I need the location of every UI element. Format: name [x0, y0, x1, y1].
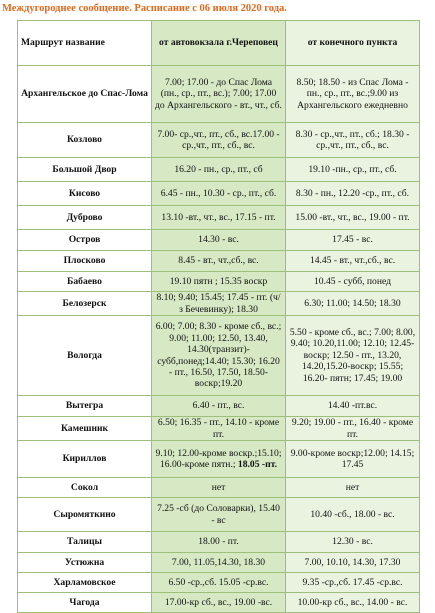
departure-from-station-cell: [152, 182, 286, 206]
departure-from-station-cell: [152, 292, 286, 316]
departure-from-terminal-cell: 12.30 - вс.: [286, 532, 420, 553]
departure-from-station-text: 14.30 - вс.: [198, 234, 239, 246]
route-name-cell: Вологда: [18, 316, 152, 396]
departure-from-station-text: 18.00 - пт.: [198, 536, 239, 548]
table-row: [18, 553, 420, 573]
departure-from-station-cell: [152, 573, 286, 593]
departure-from-terminal-cell: 14.45 - вт., чт.,сб., вс.: [286, 251, 420, 272]
table-row: [18, 316, 420, 396]
departure-from-terminal-cell: 5.50 - кроме сб., вс.; 7.00; 8.00, 9.40; 10.20,11.00; 12.10; 12.45- воскр; 12.50 - пт., 13.20, 14.20,15.20-воскр; 15.55; 16.20- пятн; 17.45; 19.00: [286, 316, 420, 396]
departure-from-station-cell: [152, 66, 286, 123]
departure-from-station-text: нет: [211, 481, 226, 493]
route-name-cell: Кириллов: [18, 441, 152, 478]
route-name-cell: Остров: [18, 230, 152, 251]
departure-from-station-cell: [152, 158, 286, 182]
route-name-cell: Бабаево: [18, 272, 152, 292]
departure-from-station-text: 8.45 - вт., чт.,сб., вс.: [178, 255, 259, 267]
departure-from-terminal-cell: 10.45 - субб, понед: [286, 272, 420, 292]
route-name-cell: Харламовское: [18, 573, 152, 593]
route-name-cell: Большой Двор: [18, 158, 152, 182]
departure-from-station-text: 7.25 -сб (до Соловарки), 15.40 - вс: [157, 503, 280, 526]
departure-from-station-cell: [152, 272, 286, 292]
table-row: [18, 441, 420, 478]
header-from-station: от автовокзала г.Череповец: [152, 21, 286, 66]
table-row: [18, 396, 420, 417]
departure-from-station-cell: [152, 553, 286, 573]
table-row: [18, 498, 420, 532]
table-row: [18, 206, 420, 230]
table-row: [18, 182, 420, 206]
table-row: [18, 66, 420, 123]
departure-from-terminal-cell: 10.00-кр сб., вс., 14.00 - вс.: [286, 593, 420, 613]
route-name-cell: Сокол: [18, 478, 152, 498]
departure-from-station-text: 6.45 - пн., 10.30 - ср., пт., сб.: [160, 187, 277, 199]
departure-from-station-text: 6.00; 7.00; 8.30 - кроме сб., вс.; 9.00; 11.00; 12.50, 13.40, 14.30(транзит)-субб,понед;14.40; 15.30; 16.20 - пт., 16.50, 17.50, 18.50- воскр;19.20: [155, 321, 282, 390]
route-name-cell: Кисово: [18, 182, 152, 206]
departure-from-terminal-cell: 19.10 -пн., ср., пт., сб.: [286, 158, 420, 182]
departure-from-terminal-cell: 9.00-кроме воскр;12.00; 14.15; 17.45: [286, 441, 420, 478]
departure-from-station-text: 13.10 -вт., чт., вс., 17.15 - пт.: [161, 211, 276, 223]
route-name-cell: Дуброво: [18, 206, 152, 230]
departure-from-station-cell: [152, 478, 286, 498]
departure-from-station-text: 7.00; 17.00 - до Спас Лома (пн., ср., пт., вс.); 7.00; 17.00 до Архангельского - вт., чт., сб.: [155, 76, 282, 111]
table-row: [18, 272, 420, 292]
departure-from-station-text: 7.00, 11.05,14.30, 18.30: [171, 556, 266, 568]
departure-from-terminal-cell: 6.30; 11.00; 14.50; 18.30: [286, 292, 420, 316]
departure-from-station-cell: [152, 532, 286, 553]
departure-from-station-text: 6.50 -ср.,сб. 15.05 -ср.вс.: [168, 576, 269, 588]
departure-from-station-cell: [152, 251, 286, 272]
header-from-terminal: от конечного пункта: [286, 21, 420, 66]
departure-from-station-text: 9.10; 12.00-кроме воскр.;15.10; 16.00-кроме пятн.;: [155, 447, 282, 470]
route-name-cell: Архангельское до Спас-Лома: [18, 66, 152, 123]
departure-from-station-text: 6.40 - пт., вс.: [192, 400, 245, 412]
departure-from-station-text: 8.10; 9.40; 15.45; 17.45 - пт. (ч/з Бечевинку); 18.30: [156, 292, 281, 315]
route-name-cell: Сыромяткино: [18, 498, 152, 532]
departure-from-terminal-cell: 9.35 -ср.,сб. 17.45 -ср.вс.: [286, 573, 420, 593]
table-row: [18, 123, 420, 158]
departure-from-terminal-cell: 17.45 - вс.: [286, 230, 420, 251]
departure-from-station-cell: [152, 123, 286, 158]
departure-from-station-cell: [152, 396, 286, 417]
table-row: [18, 532, 420, 553]
page-title: Междугороднее сообщение. Расписание с 06 июля 2020 года.: [2, 3, 287, 14]
route-name-cell: Плосково: [18, 251, 152, 272]
route-name-cell: Камешник: [18, 417, 152, 441]
departure-from-station-cell: [152, 441, 286, 478]
table-row: [18, 158, 420, 182]
departure-from-station-text: 19.10 пятн ; 15.35 воскр: [169, 275, 268, 287]
table-row: [18, 573, 420, 593]
departure-from-terminal-cell: 7.00, 10.10, 14.30, 17.30: [286, 553, 420, 573]
departure-from-terminal-cell: 15.00 -вт., чт., вс., 19.00 - пт.: [286, 206, 420, 230]
departure-from-station-cell: [152, 498, 286, 532]
departure-from-station-cell: [152, 206, 286, 230]
table-row: [18, 251, 420, 272]
departure-from-station-cell: [152, 593, 286, 613]
departure-from-station-text: 17.00-кр сб., вс., 19.00 -вс.: [164, 596, 273, 608]
departure-from-station-text: 16.20 - пн., ср., пт., сб: [174, 163, 263, 175]
table-row: [18, 417, 420, 441]
route-name-cell: Чагода: [18, 593, 152, 613]
departure-from-station-cell: [152, 417, 286, 441]
table-row: [18, 593, 420, 613]
table-header-row: [18, 21, 420, 66]
departure-from-terminal-cell: нет: [286, 478, 420, 498]
header-route-name: Маршрут название: [18, 21, 152, 66]
departure-from-station-cell: [152, 316, 286, 396]
route-name-cell: Талицы: [18, 532, 152, 553]
departure-from-terminal-cell: 10.40 -сб., 18.00 - вс.: [286, 498, 420, 532]
departure-from-station-text: 6.50; 16.35 - пт., 14.10 - кроме пт.: [157, 417, 280, 440]
departure-from-station-cell: [152, 230, 286, 251]
route-name-cell: Устюжна: [18, 553, 152, 573]
table-row: [18, 478, 420, 498]
table-row: [18, 230, 420, 251]
departure-from-terminal-cell: 8.50; 18.50 - из Спас Лома - пн., ср., пт., вс.;9.00 из Архангельского ежедневно: [286, 66, 420, 123]
departure-from-terminal-cell: 8.30 - пн., 12.20 -ср., пт., сб.: [286, 182, 420, 206]
route-name-cell: Белозерск: [18, 292, 152, 316]
departure-from-station-text: 7.00- ср.,чт., пт., сб., вс.17.00 - ср.,чт., пт., сб., вс.: [157, 128, 280, 151]
highlighted-departure-time: 18.05 -пт.: [237, 459, 278, 470]
route-name-cell: Козлово: [18, 123, 152, 158]
schedule-table: [17, 20, 420, 613]
departure-from-terminal-cell: 8.30 - ср.,чт., пт., сб.; 18.30 - ср.,чт., пт., сб., вс.: [286, 123, 420, 158]
departure-from-terminal-cell: 14.40 -пт.вс.: [286, 396, 420, 417]
departure-from-terminal-cell: 9.20; 19.00 - пт., 16.40 - кроме пт.: [286, 417, 420, 441]
table-row: [18, 292, 420, 316]
route-name-cell: Вытегра: [18, 396, 152, 417]
